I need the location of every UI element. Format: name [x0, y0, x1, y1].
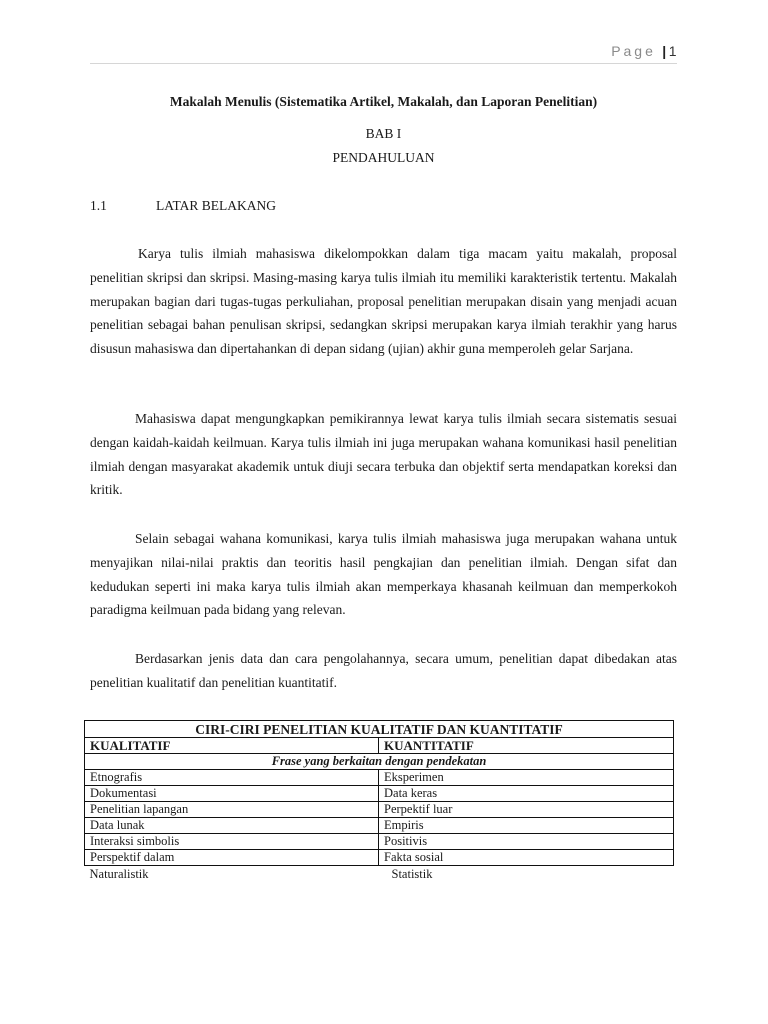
table-cell: Eksperimen — [379, 770, 674, 786]
chapter-title: PENDAHULUAN — [332, 150, 435, 165]
page-word: Page — [611, 43, 656, 59]
table-subheading: Frase yang berkaitan dengan pendekatan — [85, 754, 674, 770]
table-cell: Perpektif luar — [379, 802, 674, 818]
table-cell: Data lunak — [85, 818, 379, 834]
chapter-number: BAB I — [365, 126, 402, 141]
document-title: Makalah Menulis (Sistematika Artikel, Makalah, dan Laporan Penelitian) — [169, 94, 598, 109]
section-heading — [90, 198, 276, 214]
section-title: LATAR BELAKANG — [156, 198, 277, 213]
paragraph-1: Karya tulis ilmiah mahasiswa dikelompokkan dalam tiga macam yaitu makalah, proposal penelitian skripsi dan skripsi. Masing-masing karya tulis ilmiah itu memiliki karakteristik tertentu. Makalah merupakan bagian dari tugas-tugas perkuliahan, proposal penelitian merupakan disain yang menjadi acuan penelitian sebagai bahan penulisan skripsi, sedangkan skripsi merupakan karya ilmiah terakhir yang harus disusun mahasiswa dan dipertahankan di depan sidang (ujian) akhir guna memperoleh gelar Sarjana. — [90, 246, 677, 357]
table-row — [85, 850, 674, 866]
page-number: 1 — [668, 43, 677, 59]
comparison-table — [84, 720, 674, 882]
section-number: 1.1 — [90, 198, 107, 213]
table-row — [85, 818, 674, 834]
table-cell: Positivis — [379, 834, 674, 850]
table-cell: Etnografis — [85, 770, 379, 786]
table-row — [85, 834, 674, 850]
table-cell: Empiris — [379, 818, 674, 834]
paragraph-3: Selain sebagai wahana komunikasi, karya tulis ilmiah mahasiswa juga merupakan wahana untuk menyajikan nilai-nilai praktis dan teoritis hasil pengkajian dan penelitian ilmiah. Dengan sifat dan kedudukan seperti ini maka karya tulis ilmiah akan memperkaya khasanah keilmuan dan memperkokoh paradigma keilmuan pada bidang yang relevan. — [90, 531, 677, 618]
column-header-kuantitatif: KUANTITATIF — [379, 738, 674, 754]
column-header-kualitatif: KUALITATIF — [85, 738, 379, 754]
page-header — [90, 43, 677, 64]
table-row — [85, 866, 674, 883]
table-cell: Interaksi simbolis — [85, 834, 379, 850]
table-cell: Naturalistik — [89, 867, 149, 881]
table-row — [85, 802, 674, 818]
paragraph-2: Mahasiswa dapat mengungkapkan pemikirannya lewat karya tulis ilmiah secara sistematis sesuai dengan kaidah-kaidah keilmuan. Karya tulis ilmiah ini juga merupakan wahana komunikasi hasil penelitian ilmiah dengan masyarakat akademik untuk diuji secara terbuka dan objektif serta mendapatkan koreksi dan kritik. — [90, 411, 677, 498]
paragraph-4: Berdasarkan jenis data dan cara pengolahannya, secara umum, penelitian dapat dibedakan atas penelitian kualitatif dan penelitian kuantitatif. — [90, 651, 677, 690]
page-number-label — [611, 43, 677, 59]
table-row — [85, 770, 674, 786]
table-cell: Fakta sosial — [379, 850, 674, 866]
table-cell: Penelitian lapangan — [85, 802, 379, 818]
table-caption: CIRI-CIRI PENELITIAN KUALITATIF DAN KUANTITATIF — [85, 721, 674, 738]
table-cell: Statistik — [391, 867, 433, 881]
table-cell: Data keras — [379, 786, 674, 802]
table-row — [85, 786, 674, 802]
table-cell: Perspektif dalam — [85, 850, 379, 866]
table-cell: Dokumentasi — [85, 786, 379, 802]
page-separator: | — [662, 43, 667, 59]
